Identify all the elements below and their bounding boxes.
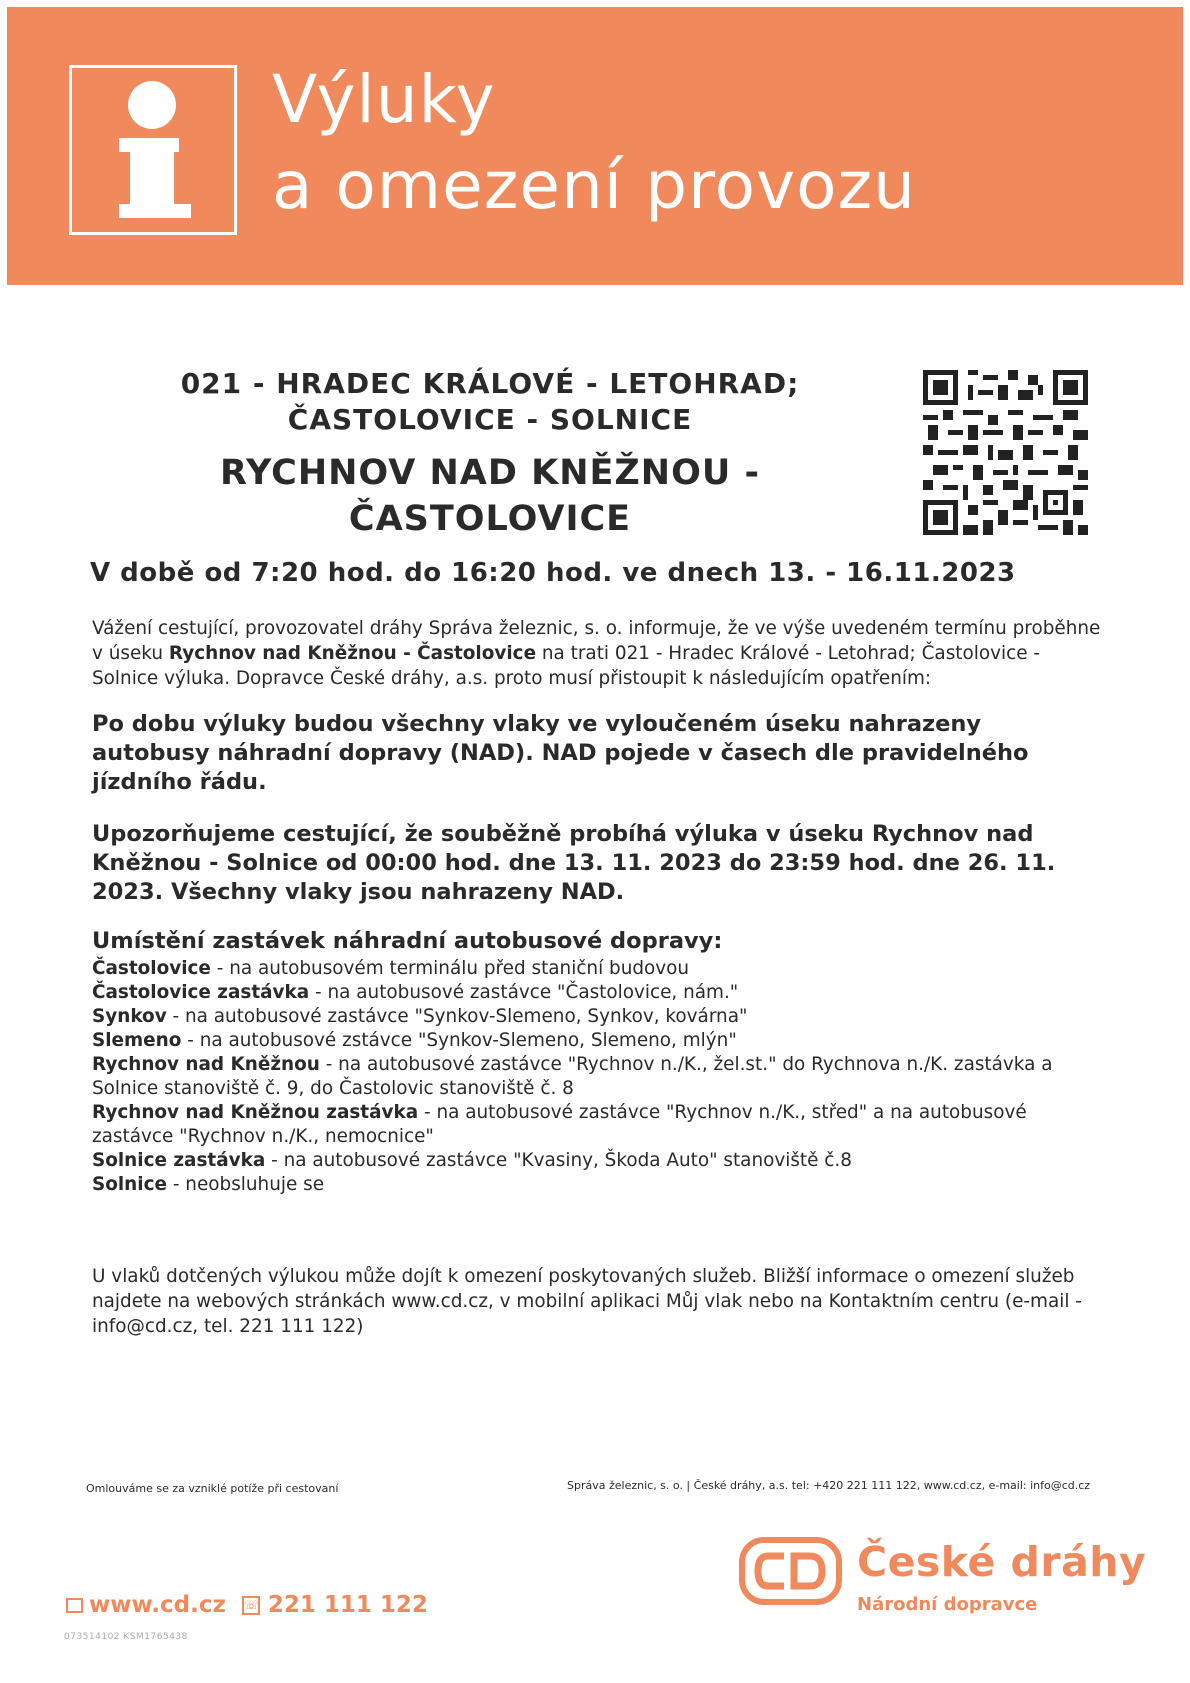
stop-location: - na autobusové zastávce "Rychnov n./K., střed" a na autobusové zastávce "Rychnov n./K., nemocnice" [92,1102,1027,1147]
stop-location: - na autobusové zastávce "Kvasiny, Škoda Auto" stanoviště č.8 [265,1150,852,1171]
intro-part1: Vážení cestující, provozovatel dráhy Správa železnic, s. o. informuje, že ve výše uvedeném termínu proběhne v úseku [92,618,1101,664]
list-item [92,1029,1112,1053]
stops-list [92,957,1112,1197]
banner-title-line1: Výluky [272,61,496,138]
replacement-notice: Po dobu výluky budou všechny vlaky ve vyloučeném úseku nahrazeny autobusy náhradní dopravy (NAD). NAD pojede v časech dle pravidelného jízdního řádu. [92,711,1029,795]
stop-name: Slemeno [92,1030,182,1051]
stop-location: - na autobusové zstávce "Synkov-Slemeno, Slemeno, mlýn" [181,1030,737,1051]
parallel-closure-notice: Upozorňujeme cestující, že souběžně probíhá výluka v úseku Rychnov nad Kněžnou - Solnice od 00:00 hod. dne 13. 11. 2023 do 23:59 hod. dne 26. 11. 2023. Všechny vlaky jsou nahrazeny NAD. [92,821,1056,905]
stop-location: - neobsluhuje se [166,1174,325,1195]
stop-name: Solnice [92,1174,167,1195]
stop-location: - na autobusové zastávce "Rychnov n./K., žel.st." do Rychnova n./K. zastávka a Solnice stanoviště č. 9, do Častolovic stanoviště č. 8 [92,1054,1053,1099]
list-item [92,1053,1112,1101]
footer-contacts [66,1592,428,1618]
stop-name: Synkov [92,1006,167,1027]
list-item [92,957,1112,981]
intro-section: Rychnov nad Kněžnou - Častolovice [168,643,537,664]
section-heading [90,450,890,542]
list-item [92,1173,1112,1197]
brand-subtitle: Národní dopravce [857,1594,1038,1615]
section-line1: RYCHNOV NAD KNĚŽNOU - [220,453,760,493]
cd-logo-icon [738,1536,843,1606]
brand-name: České dráhy [857,1538,1147,1586]
stop-location: - na autobusové zastávce "Synkov-Slemeno, Synkov, kovárna" [166,1006,748,1027]
route-heading [90,366,890,438]
banner-title [272,57,916,229]
contact-line: Správa železnic, s. o. | České dráhy, a.s. tel: +420 221 111 122, www.cd.cz, e-mail: info@cd.cz [567,1479,1091,1492]
stop-location: - na autobusovém terminálu před staniční budovou [210,958,690,979]
banner-title-line2: a omezení provozu [272,147,916,224]
stop-name: Solnice zastávka [92,1150,266,1171]
stop-name: Rychnov nad Kněžnou zastávka [92,1102,419,1123]
list-item [92,981,1112,1005]
intro-part2: na trati 021 - Hradec Králové - Letohrad; Častolovice - Solnice výluka. Dopravce České dráhy, a.s. proto musí přistoupit k následujícím opatřením: [92,643,1041,689]
list-item [92,1101,1112,1149]
section-line2: ČASTOLOVICE [348,499,632,539]
stop-name: Častolovice zastávka [92,982,310,1003]
stop-name: Častolovice [92,958,211,979]
website-link[interactable]: www.cd.cz [89,1592,226,1618]
apology-text: Omlouváme se za vzniklé potíže při cestovaní [86,1482,339,1495]
service-notice: U vlaků dotčených výlukou může dojít k omezení poskytovaných služeb. Bližší informace o omezení služeb najdete na webových stránkách www.cd.cz, v mobilní aplikaci Můj vlak nebo na Kontaktním centru (e-mail - info@cd.cz, tel. 221 111 122) [92,1266,1082,1337]
route-line1: 021 - HRADEC KRÁLOVÉ - LETOHRAD; [180,367,800,400]
list-item [92,1149,1112,1173]
stop-location: - na autobusové zastávce "Častolovice, nám." [309,982,739,1003]
qr-code-icon [923,370,1088,535]
intro-paragraph [92,616,1102,691]
closure-period: V době od 7:20 hod. do 16:20 hod. ve dnech 13. - 16.11.2023 [90,558,1016,588]
stop-name: Rychnov nad Kněžnou [92,1054,320,1075]
stops-title: Umístění zastávek náhradní autobusové dopravy: [92,928,723,954]
header-banner [7,7,1183,285]
info-icon [69,65,237,235]
list-item [92,1005,1112,1029]
document-codes: 073514102 KSM1765438 [64,1632,188,1642]
route-line2: ČASTOLOVICE - SOLNICE [287,403,693,436]
monitor-icon [66,1598,83,1613]
phone-number: 221 111 122 [267,1592,428,1618]
phone-icon: ☏ [242,1596,260,1615]
